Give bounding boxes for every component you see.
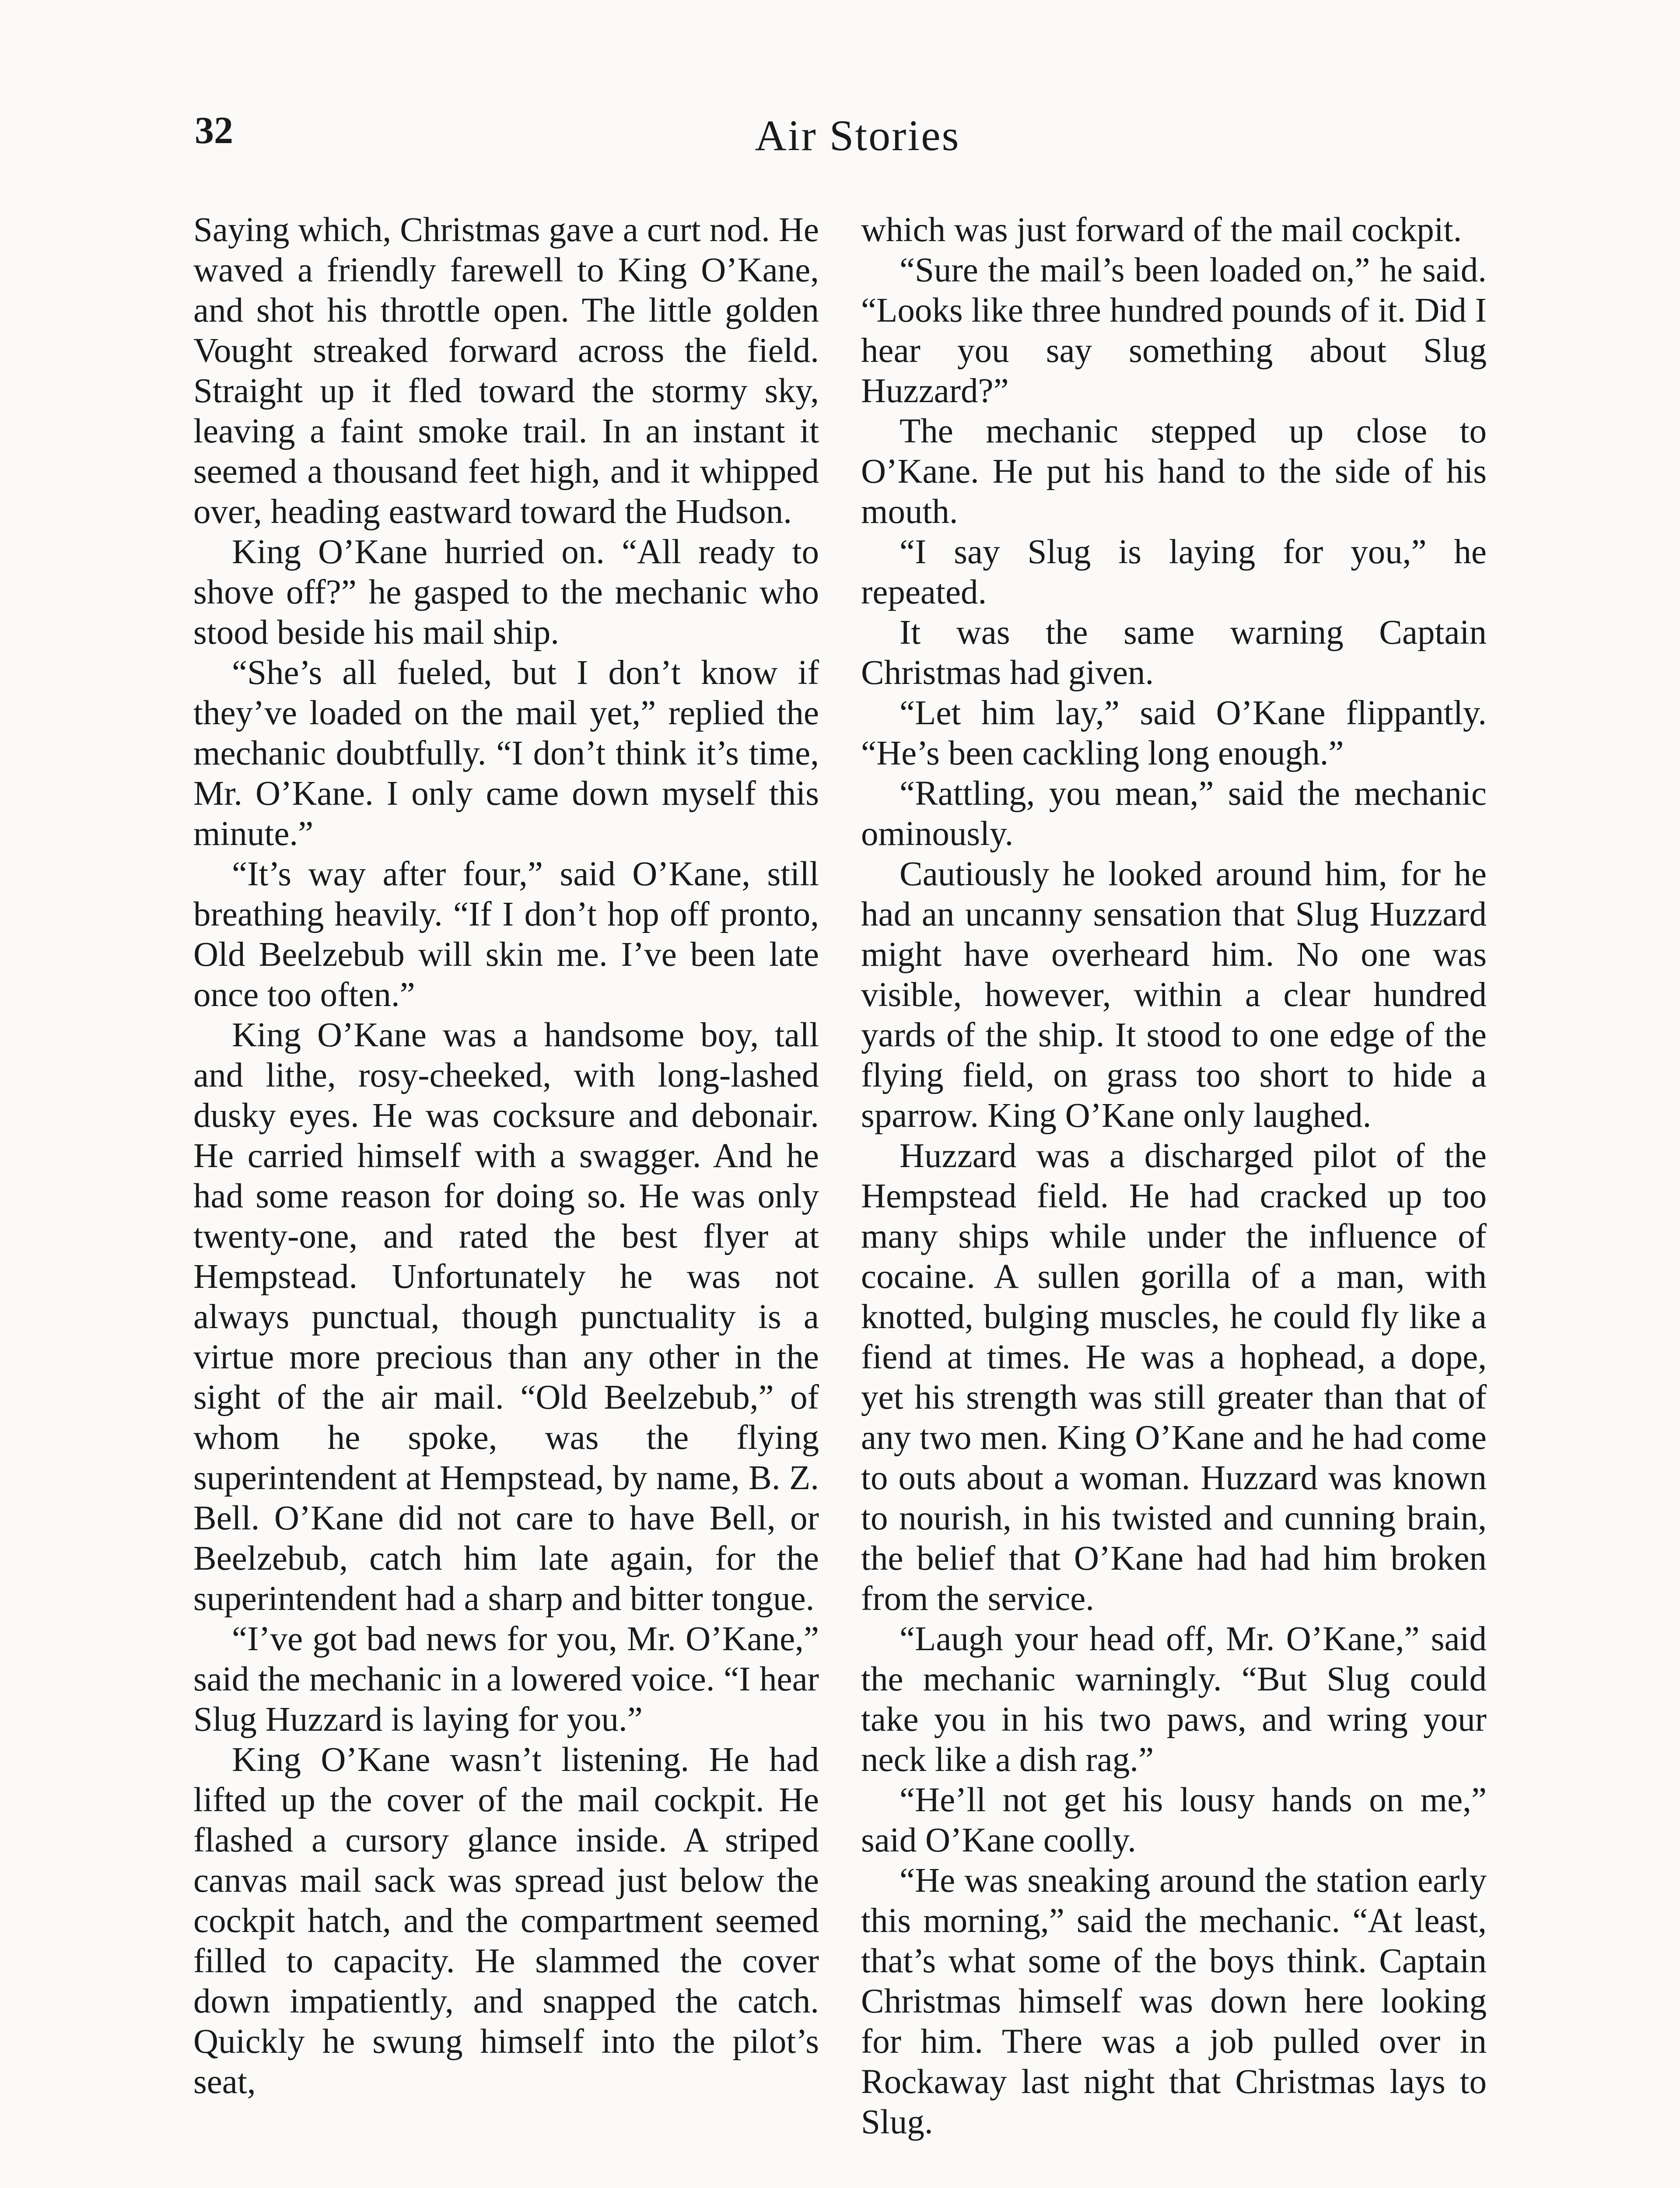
paragraph: King O’Kane hurried on. “All ready to shove off?” he gasped to the mechanic who stood beside his mail ship. <box>193 533 819 652</box>
page-number: 32 <box>195 109 233 152</box>
paragraph: King O’Kane wasn’t listening. He had lifted up the cover of the mail cockpit. He flashed a cursory glance inside. A striped canvas mail sack was spread just below the cockpit hatch, and the compartment seemed filled to capacity. He slammed the cover down impatiently, and snapped the catch. Quickly he swung himself into the pilot’s seat, <box>193 1741 819 2101</box>
paragraph: King O’Kane was a handsome boy, tall and lithe, rosy-cheeked, with long-lashed dusky eyes. He was cocksure and debonair. He carried himself with a swagger. And he had some reason for doing so. He was only twenty-one, and rated the best flyer at Hempstead. Unfortunately he was not always punctual, though punctuality is a virtue more precious than any other in the sight of the air mail. “Old Beelzebub,” of whom he spoke, was the flying superintendent at Hempstead, by name, B. Z. Bell. O’Kane did not care to have Bell, or Beelzebub, catch him late again, for the superintendent had a sharp and bitter tongue. <box>193 1016 819 1618</box>
paragraph: “He was sneaking around the station early this morning,” said the mechanic. “At least, that’s what some of the boys think. Captain Christmas himself was down here looking for him. There was a job pulled over in Rockaway last night that Christmas lays to Slug. <box>861 1862 1487 2141</box>
paragraph: “Sure the mail’s been loaded on,” he said. “Looks like three hundred pounds of it. Did I hear you say something about Slug Huzzard?” <box>861 251 1487 410</box>
paragraph: “Laugh your head off, Mr. O’Kane,” said the mechanic warningly. “But Slug could take you in his two paws, and wring your neck like a dish rag.” <box>861 1620 1487 1779</box>
paragraph: which was just forward of the mail cockpit. <box>861 211 1462 249</box>
paragraph: Cautiously he looked around him, for he had an uncanny sensation that Slug Huzzard might have overheard him. No one was visible, however, within a clear hundred yards of the ship. It stood to one edge of the flying field, on grass too short to hide a sparrow. King O’Kane only laughed. <box>861 855 1487 1135</box>
paragraph: “It’s way after four,” said O’Kane, still breathing heavily. “If I don’t hop off pronto, Old Beelzebub will skin me. I’ve been late once too often.” <box>193 855 819 1014</box>
right-column <box>861 210 1487 2142</box>
paragraph: It was the same warning Captain Christmas had given. <box>861 614 1487 692</box>
running-head-title: Air Stories <box>755 111 960 160</box>
paragraph: “I’ve got bad news for you, Mr. O’Kane,” said the mechanic in a lowered voice. “I hear Slug Huzzard is laying for you.” <box>193 1620 819 1739</box>
paragraph: The mechanic stepped up close to O’Kane. He put his hand to the side of his mouth. <box>861 412 1487 531</box>
paragraph: “Let him lay,” said O’Kane flippantly. “He’s been cackling long enough.” <box>861 694 1487 772</box>
paragraph: “Rattling, you mean,” said the mechanic ominously. <box>861 775 1487 853</box>
paragraph: “He’ll not get his lousy hands on me,” said O’Kane coolly. <box>861 1781 1487 1859</box>
paragraph: Huzzard was a discharged pilot of the Hempstead field. He had cracked up too many ships while under the influence of cocaine. A sullen gorilla of a man, with knotted, bulging muscles, he could fly like a fiend at times. He was a hophead, a dope, yet his strength was still greater than that of any two men. King O’Kane and he had come to outs about a woman. Huzzard was known to nourish, in his twisted and cunning brain, the belief that O’Kane had had him broken from the service. <box>861 1137 1487 1618</box>
paragraph: “I say Slug is laying for you,” he repeated. <box>861 533 1487 611</box>
left-column <box>193 210 819 2102</box>
paragraph: “She’s all fueled, but I don’t know if they’ve loaded on the mail yet,” replied the mechanic doubtfully. “I don’t think it’s time, Mr. O’Kane. I only came down myself this minute.” <box>193 654 819 853</box>
paragraph: Saying which, Christmas gave a curt nod. He waved a friendly farewell to King O’Kane, and shot his throttle open. The little golden Vought streaked forward across the field. Straight up it fled toward the stormy sky, leaving a faint smoke trail. In an instant it seemed a thousand feet high, and it whipped over, heading eastward toward the Hudson. <box>193 211 819 531</box>
